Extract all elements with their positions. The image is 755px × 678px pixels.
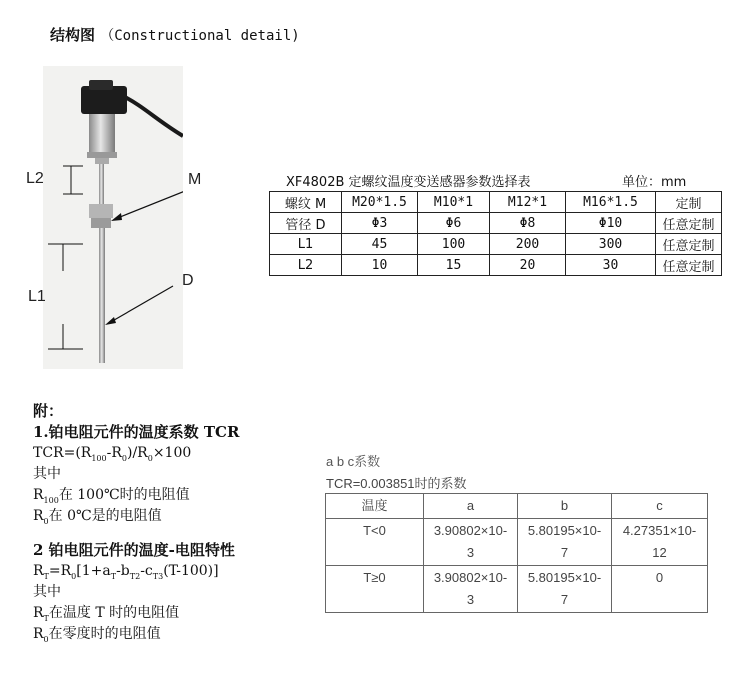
appendix-heading: 附： — [33, 402, 64, 420]
param-cell: 100 — [418, 234, 490, 255]
coef-header-cell: c — [612, 494, 708, 519]
param-cell: 15 — [418, 255, 490, 276]
coef-a-cell: 3.90802×10- 3 — [424, 566, 518, 613]
tcr-heading: 1.铂电阻元件的温度系数 TCR — [33, 423, 240, 441]
param-cell: Φ10 — [566, 213, 656, 234]
coef-row — [326, 566, 708, 613]
coef-subtitle: TCR=0.003851时的系数 — [326, 476, 467, 491]
param-row — [270, 255, 722, 276]
rt-formula: $R_T=R_0[1+a_T-b_{T2}-c_{T3}(T-100)]$ — [33, 563, 219, 581]
coef-header-cell: a — [424, 494, 518, 519]
param-cell: 定制 — [656, 192, 722, 213]
param-cell: 任意定制 — [656, 213, 722, 234]
coef-c-cell: 4.27351×10- 12 — [612, 519, 708, 566]
param-cell: Φ8 — [490, 213, 566, 234]
r100-definition: $R_{100}$在 100℃时的电阻值 — [33, 487, 190, 505]
sensor-illustration — [43, 66, 183, 369]
title-zh: 结构图 — [50, 26, 96, 44]
param-table — [269, 191, 722, 276]
param-row-label: L1 — [270, 234, 342, 255]
param-cell: 200 — [490, 234, 566, 255]
param-cell: Φ3 — [342, 213, 418, 234]
coef-b-cell: 5.80195×10- 7 — [518, 566, 612, 613]
param-cell: 10 — [342, 255, 418, 276]
tcr-where: 其中 — [33, 466, 61, 482]
param-cell: M10*1 — [418, 192, 490, 213]
notes-section — [33, 400, 313, 644]
coef-a-cell: 3.90802×10- 3 — [424, 519, 518, 566]
label-l1: L1 — [28, 288, 46, 305]
param-cell: M16*1.5 — [566, 192, 656, 213]
coef-c-cell: 0 — [612, 566, 708, 613]
label-m: M — [188, 171, 202, 188]
page-title — [50, 24, 300, 45]
rt-definition: $R_T$在温度 T 时的电阻值 — [33, 605, 180, 623]
label-d: D — [182, 272, 194, 289]
coef-b-cell: 5.80195×10- 7 — [518, 519, 612, 566]
param-row — [270, 234, 722, 255]
coef-table — [325, 493, 708, 613]
param-row — [270, 213, 722, 234]
coef-temp-cell: T<0 — [326, 519, 424, 566]
param-cell: M12*1 — [490, 192, 566, 213]
param-cell: 30 — [566, 255, 656, 276]
coef-title: a b c系数 — [326, 454, 381, 469]
sensor-photo — [43, 66, 183, 369]
label-l2: L2 — [26, 170, 44, 187]
param-row-label: 管径 D — [270, 213, 342, 234]
coef-row — [326, 519, 708, 566]
param-cell: 任意定制 — [656, 255, 722, 276]
rt-where: 其中 — [33, 584, 61, 600]
title-en: （Constructional detail) — [100, 28, 300, 44]
param-row — [270, 192, 722, 213]
param-cell: 20 — [490, 255, 566, 276]
coef-header-row — [326, 494, 708, 519]
param-cell: 45 — [342, 234, 418, 255]
rt-heading: 2 铂电阻元件的温度-电阻特性 — [33, 541, 235, 559]
coef-header-cell: b — [518, 494, 612, 519]
param-cell: M20*1.5 — [342, 192, 418, 213]
param-cell: 300 — [566, 234, 656, 255]
coef-temp-cell: T≥0 — [326, 566, 424, 613]
param-cell: Φ6 — [418, 213, 490, 234]
param-table-unit: 单位：mm — [622, 175, 687, 190]
param-row-label: L2 — [270, 255, 342, 276]
r0-definition: $R_0$在 0℃是的电阻值 — [33, 508, 162, 526]
param-cell: 任意定制 — [656, 234, 722, 255]
coef-header-cell: 温度 — [326, 494, 424, 519]
tcr-formula: $TCR=(R_{100}-R_0)/R_0\times 100$ — [33, 445, 192, 463]
param-table-caption: XF4802B 定螺纹温度变送感器参数选择表 — [286, 175, 531, 190]
param-row-label: 螺纹 M — [270, 192, 342, 213]
r0-zero-definition: $R_0$在零度时的电阻值 — [33, 626, 161, 644]
